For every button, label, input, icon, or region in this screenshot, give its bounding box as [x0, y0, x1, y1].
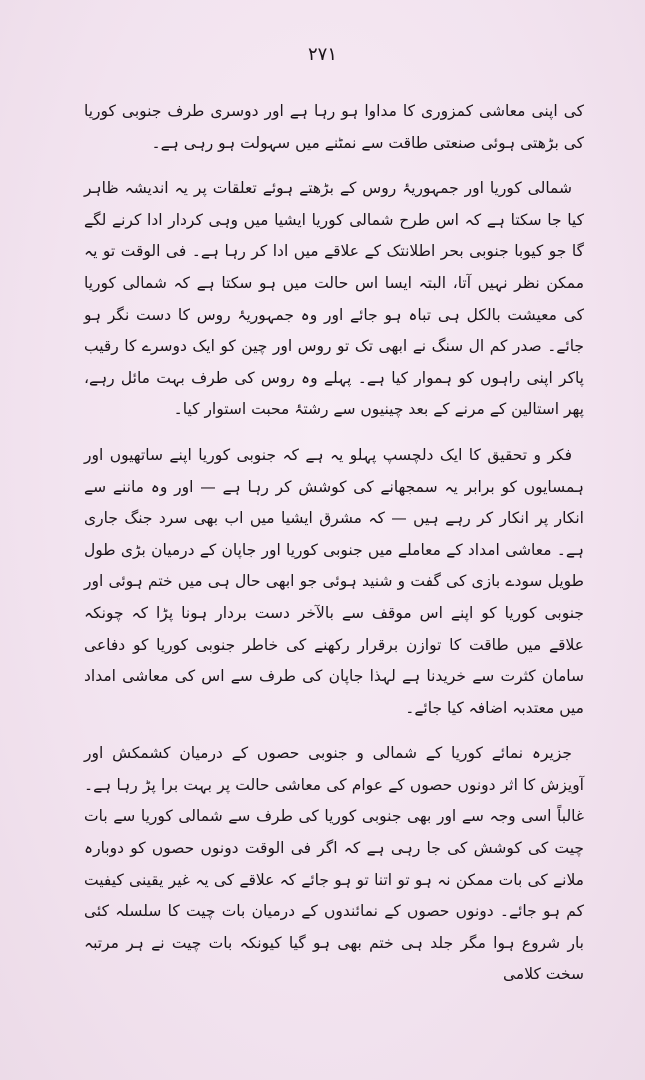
paragraph-2: شمالی کوریا اور جمہوریۂ روس کے بڑھتے ہوئے تعلقات پر یہ اندیشہ ظاہر کیا جا سکتا ہے کہ اس طرح شمالی کوریا ایشیا میں وہی کردار ادا کرنے لگے گا جو کیوبا جنوبی بحر اطلانتک کے علاقے میں ادا کر رہا ہے۔ فی الوقت تو یہ ممکن نظر نہیں آتا، البتہ ایسا اس حالت میں ہو سکتا ہے کہ شمالی کوریا کی معیشت بالکل ہی تباہ ہو جائے اور وہ جمہوریۂ روس کا دست نگر ہو جائے۔ صدر کم ال سنگ نے ابھی تک تو روس اور چین کو ایک دوسرے کا رقیب پاکر اپنی راہوں کو ہموار کیا ہے۔ پہلے وہ روس کی طرف بہت مائل رہے، پھر استالین کے مرنے کے بعد چینیوں سے رشتۂ محبت استوار کیا۔ [84, 179, 584, 419]
page-number: ۲۷۱ [307, 44, 337, 65]
page-body [84, 96, 584, 1005]
paragraph-3: فکر و تحقیق کا ایک دلچسپ پہلو یہ ہے کہ جنوبی کوریا اپنے ساتھیوں اور ہمسایوں کو برابر یہ سمجھانے کی کوشش کر رہا ہے — اور وہ ماننے سے انکار پر انکار کر رہے ہیں — کہ مشرق ایشیا میں اب بھی سرد جنگ جاری ہے۔ معاشی امداد کے معاملے میں جنوبی کوریا اور جاپان کے درمیان بڑی طول طویل سودے بازی کی گفت و شنید ہوئی جو ابھی حال ہی میں ختم ہوئی اور جنوبی کوریا کو اپنے اس موقف سے بالآخر دست بردار ہونا پڑا کہ چونکہ علاقے میں طاقت کا توازن برقرار رکھنے کی خاطر جنوبی کوریا کو دفاعی سامان کثرت سے خریدنا ہے لہذا جاپان کی طرف سے اس کی معاشی امداد میں معتدبہ اضافہ کیا جائے۔ [84, 445, 584, 717]
paragraph-1: کی اپنی معاشی کمزوری کا مداوا ہو رہا ہے اور دوسری طرف جنوبی کوریا کی بڑھتی ہوئی صنعتی طاقت سے نمٹنے میں سہولت ہو رہی ہے۔ [84, 102, 584, 152]
paragraph-4: جزیرہ نمائے کوریا کے شمالی و جنوبی حصوں کے درمیان کشمکش اور آویزش کا اثر دونوں حصوں کے عوام کی معاشی حالت پر بہت برا پڑ رہا ہے۔ غالباً اسی وجہ سے اور بھی جنوبی کوریا کی طرف سے شمالی کوریا سے بات چیت کی کوشش کی جا رہی ہے کہ اگر فی الوقت دونوں حصوں کو دوبارہ ملانے کی بات ممکن نہ ہو تو اتنا تو ہو جائے کہ علاقے کی یہ غیر یقینی کیفیت کم ہو جائے۔ دونوں حصوں کے نمائندوں کے درمیان بات چیت کا سلسلہ کئی بار شروع ہوا مگر جلد ہی ختم بھی ہو گیا کیونکہ بات چیت نے ہر مرتبہ سخت کلامی [84, 744, 584, 984]
